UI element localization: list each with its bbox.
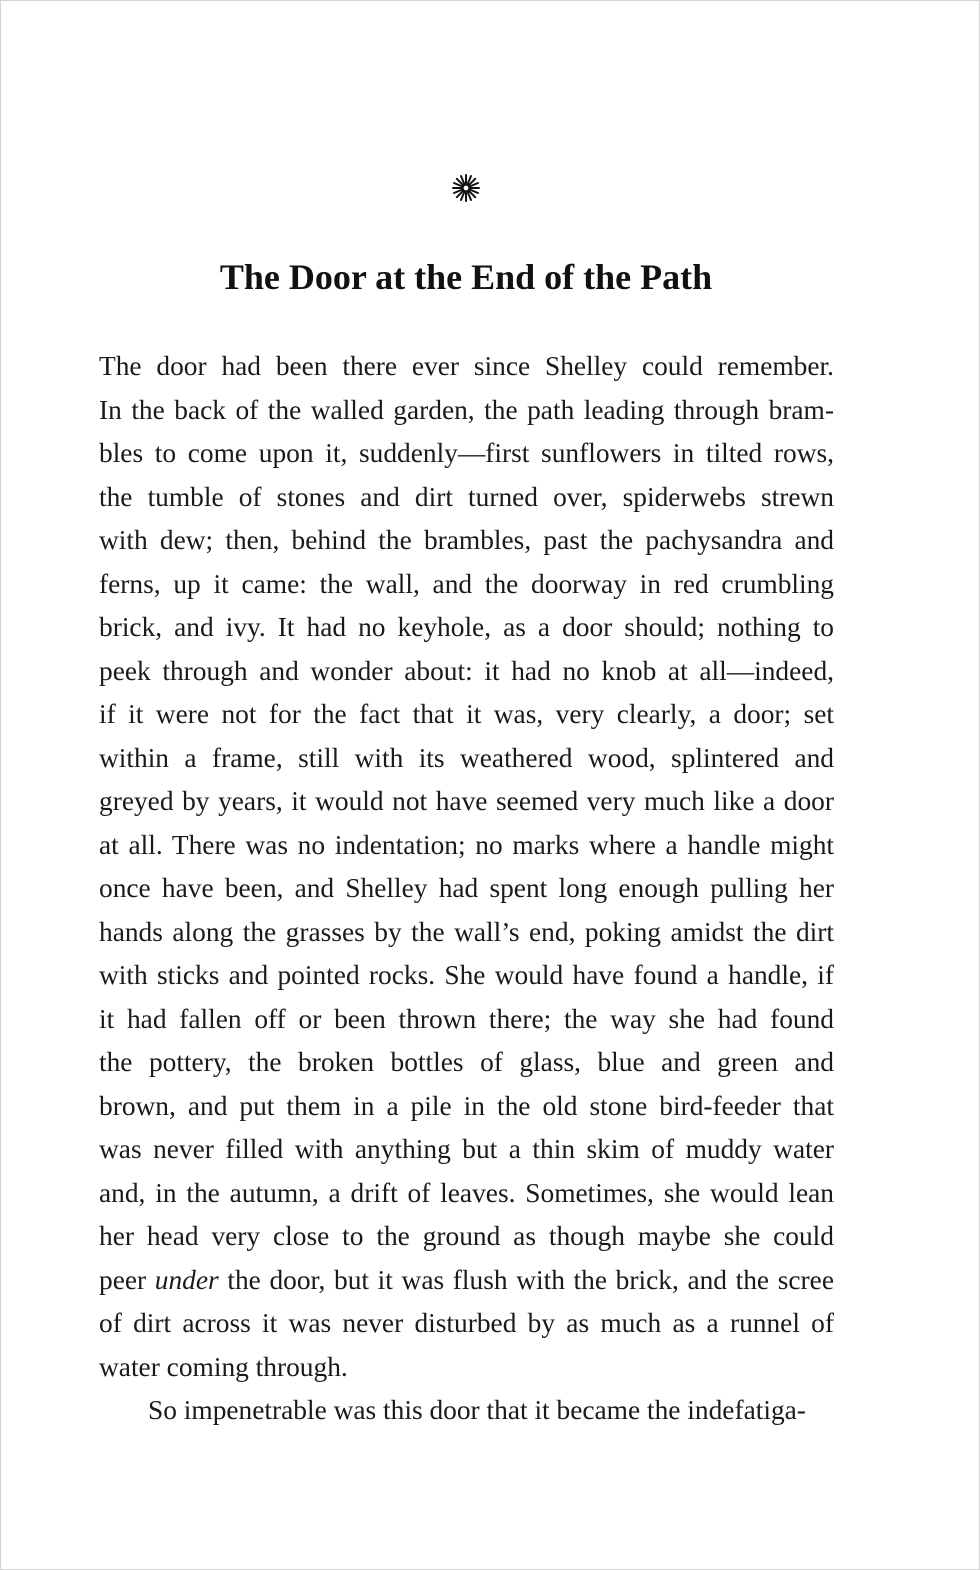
text-fragment: the door, but it was flush with the brick, and the scree xyxy=(218,1264,834,1295)
text-line: greyed by years, it would not have seemed very much like a door xyxy=(99,786,834,816)
text-line: and, in the autumn, a drift of leaves. Sometimes, she would lean xyxy=(99,1177,834,1208)
text-line: So impenetrable was this door that it became the indefatiga- xyxy=(148,1395,806,1425)
text-line: within a frame, still with its weathered wood, splintered and xyxy=(99,742,834,773)
text-line: if it were not for the fact that it was, very clearly, a door; set xyxy=(99,699,834,729)
text-line: brown, and put them in a pile in the old stone bird-feeder that xyxy=(99,1090,834,1121)
text-line: water coming through. xyxy=(99,1351,348,1382)
text-line: of dirt across it was never disturbed by as much as a runnel of xyxy=(99,1308,834,1338)
text-line: at all. There was no indentation; no marks where a handle might xyxy=(99,829,834,860)
paragraph-2 xyxy=(99,1389,834,1433)
text-line: it had fallen off or been thrown there; the way she had found xyxy=(99,1003,834,1034)
text-line: the pottery, the broken bottles of glass, blue and green and xyxy=(99,1047,834,1077)
text-line: The door had been there ever since Shelley could remember. xyxy=(99,351,834,381)
text-line xyxy=(99,1259,834,1303)
text-line: once have been, and Shelley had spent long enough pulling her xyxy=(99,873,834,903)
text-line: with sticks and pointed rocks. She would have found a handle, if xyxy=(99,960,834,990)
chapter-title: The Door at the End of the Path xyxy=(219,257,713,297)
text-line: peek through and wonder about: it had no knob at all—indeed, xyxy=(99,655,834,686)
text-line: In the back of the walled garden, the path leading through bram- xyxy=(99,394,834,425)
text-line: brick, and ivy. It had no keyhole, as a door should; nothing to xyxy=(99,612,834,642)
italic-word: under xyxy=(154,1264,219,1295)
text-line: her head very close to the ground as though maybe she could xyxy=(99,1221,834,1251)
paragraph-1 xyxy=(99,345,834,1389)
text-line: with dew; then, behind the brambles, past the pachysandra and xyxy=(99,525,834,555)
text-line: bles to come upon it, suddenly—first sunflowers in tilted rows, xyxy=(99,438,834,468)
text-fragment: peer xyxy=(99,1264,155,1295)
asterisk-flower-icon xyxy=(450,172,482,204)
text-line: the tumble of stones and dirt turned over, spiderwebs strewn xyxy=(99,481,834,512)
body-text xyxy=(99,345,834,1433)
text-line: was never filled with anything but a thin skim of muddy water xyxy=(99,1134,834,1164)
text-line: hands along the grasses by the wall’s end, poking amidst the dirt xyxy=(99,916,834,947)
text-line: ferns, up it came: the wall, and the doorway in red crumbling xyxy=(99,568,834,599)
